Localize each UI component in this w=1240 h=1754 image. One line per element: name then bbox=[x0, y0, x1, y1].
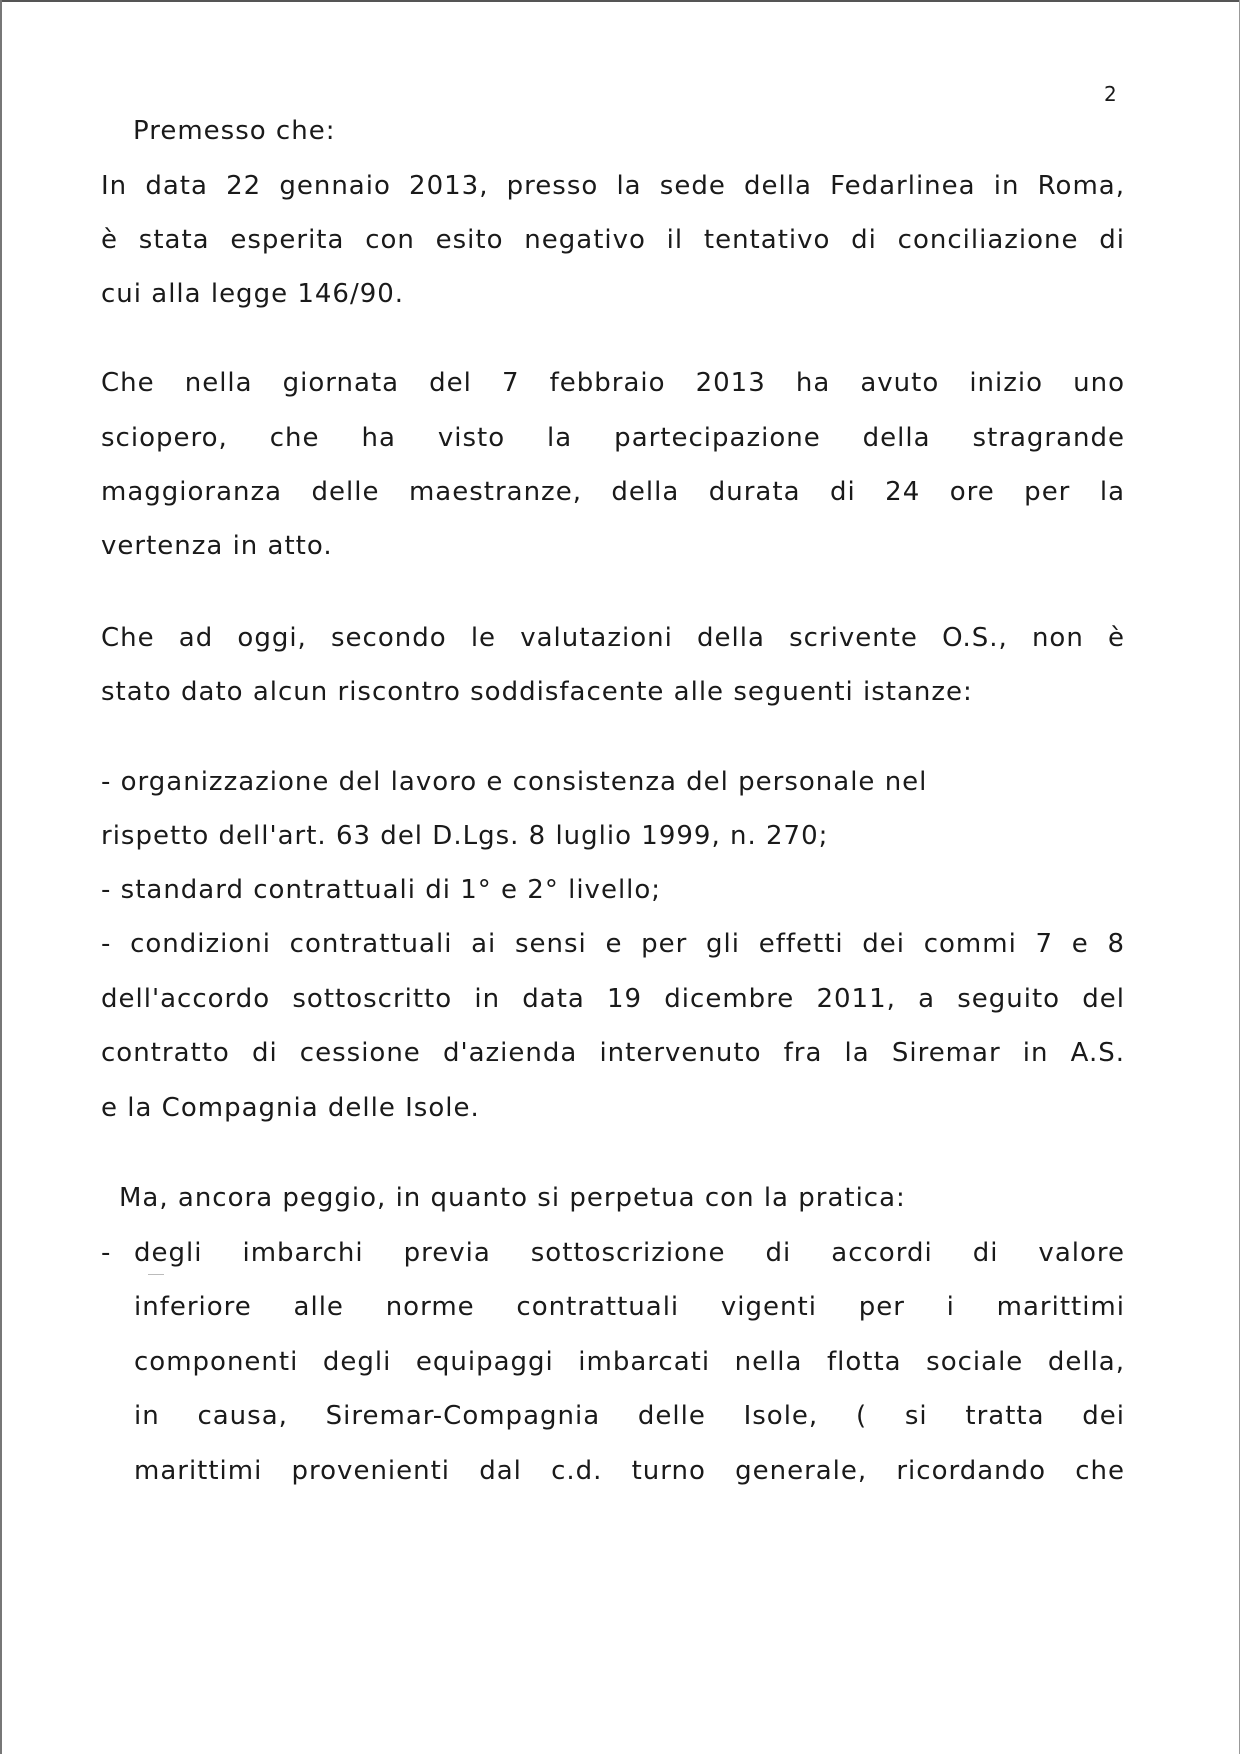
list-item: - condizioni contrattuali ai sensi e per gli effetti dei commi 7 e 8 bbox=[101, 929, 1125, 959]
text-line: sciopero, che ha visto la partecipazione della stragrande bbox=[101, 423, 1125, 453]
text-line: Che nella giornata del 7 febbraio 2013 ha avuto inizio uno bbox=[101, 368, 1125, 398]
text-line: in causa, Siremar-Compagnia delle Isole, ( si tratta dei bbox=[134, 1401, 1125, 1431]
page-border-top bbox=[0, 0, 1240, 2]
text-line: stato dato alcun riscontro soddisfacente alle seguenti istanze: bbox=[101, 677, 973, 707]
text-line: Premesso che: bbox=[133, 116, 336, 146]
text-line: è stata esperita con esito negativo il tentativo di conciliazione di bbox=[101, 225, 1125, 255]
list-item: - standard contrattuali di 1° e 2° livello; bbox=[101, 875, 662, 905]
list-item: degli imbarchi previa sottoscrizione di accordi di valore bbox=[134, 1238, 1125, 1268]
text-line: contratto di cessione d'azienda intervenuto fra la Siremar in A.S. bbox=[101, 1038, 1125, 1068]
text-line: inferiore alle norme contrattuali vigenti per i marittimi bbox=[134, 1292, 1125, 1322]
text-line: rispetto dell'art. 63 del D.Lgs. 8 luglio 1999, n. 270; bbox=[101, 821, 829, 851]
text-line: vertenza in atto. bbox=[101, 531, 333, 561]
scan-mark bbox=[148, 1274, 164, 1275]
text-line: maggioranza delle maestranze, della durata di 24 ore per la bbox=[101, 477, 1125, 507]
text-line: In data 22 gennaio 2013, presso la sede della Fedarlinea in Roma, bbox=[101, 171, 1125, 201]
text-line: dell'accordo sottoscritto in data 19 dicembre 2011, a seguito del bbox=[101, 984, 1125, 1014]
text-line: e la Compagnia delle Isole. bbox=[101, 1093, 480, 1123]
text-line: Ma, ancora peggio, in quanto si perpetua con la pratica: bbox=[119, 1183, 906, 1213]
text-line: cui alla legge 146/90. bbox=[101, 279, 405, 309]
text-line: marittimi provenienti dal c.d. turno generale, ricordando che bbox=[134, 1456, 1125, 1486]
list-dash: - bbox=[101, 1238, 111, 1268]
page-number: 2 bbox=[1104, 82, 1117, 106]
text-line: componenti degli equipaggi imbarcati nella flotta sociale della, bbox=[134, 1347, 1125, 1377]
page-border-left bbox=[0, 0, 2, 1754]
text-line: Che ad oggi, secondo le valutazioni della scrivente O.S., non è bbox=[101, 623, 1125, 653]
list-item: - organizzazione del lavoro e consistenza del personale nel bbox=[101, 767, 928, 797]
